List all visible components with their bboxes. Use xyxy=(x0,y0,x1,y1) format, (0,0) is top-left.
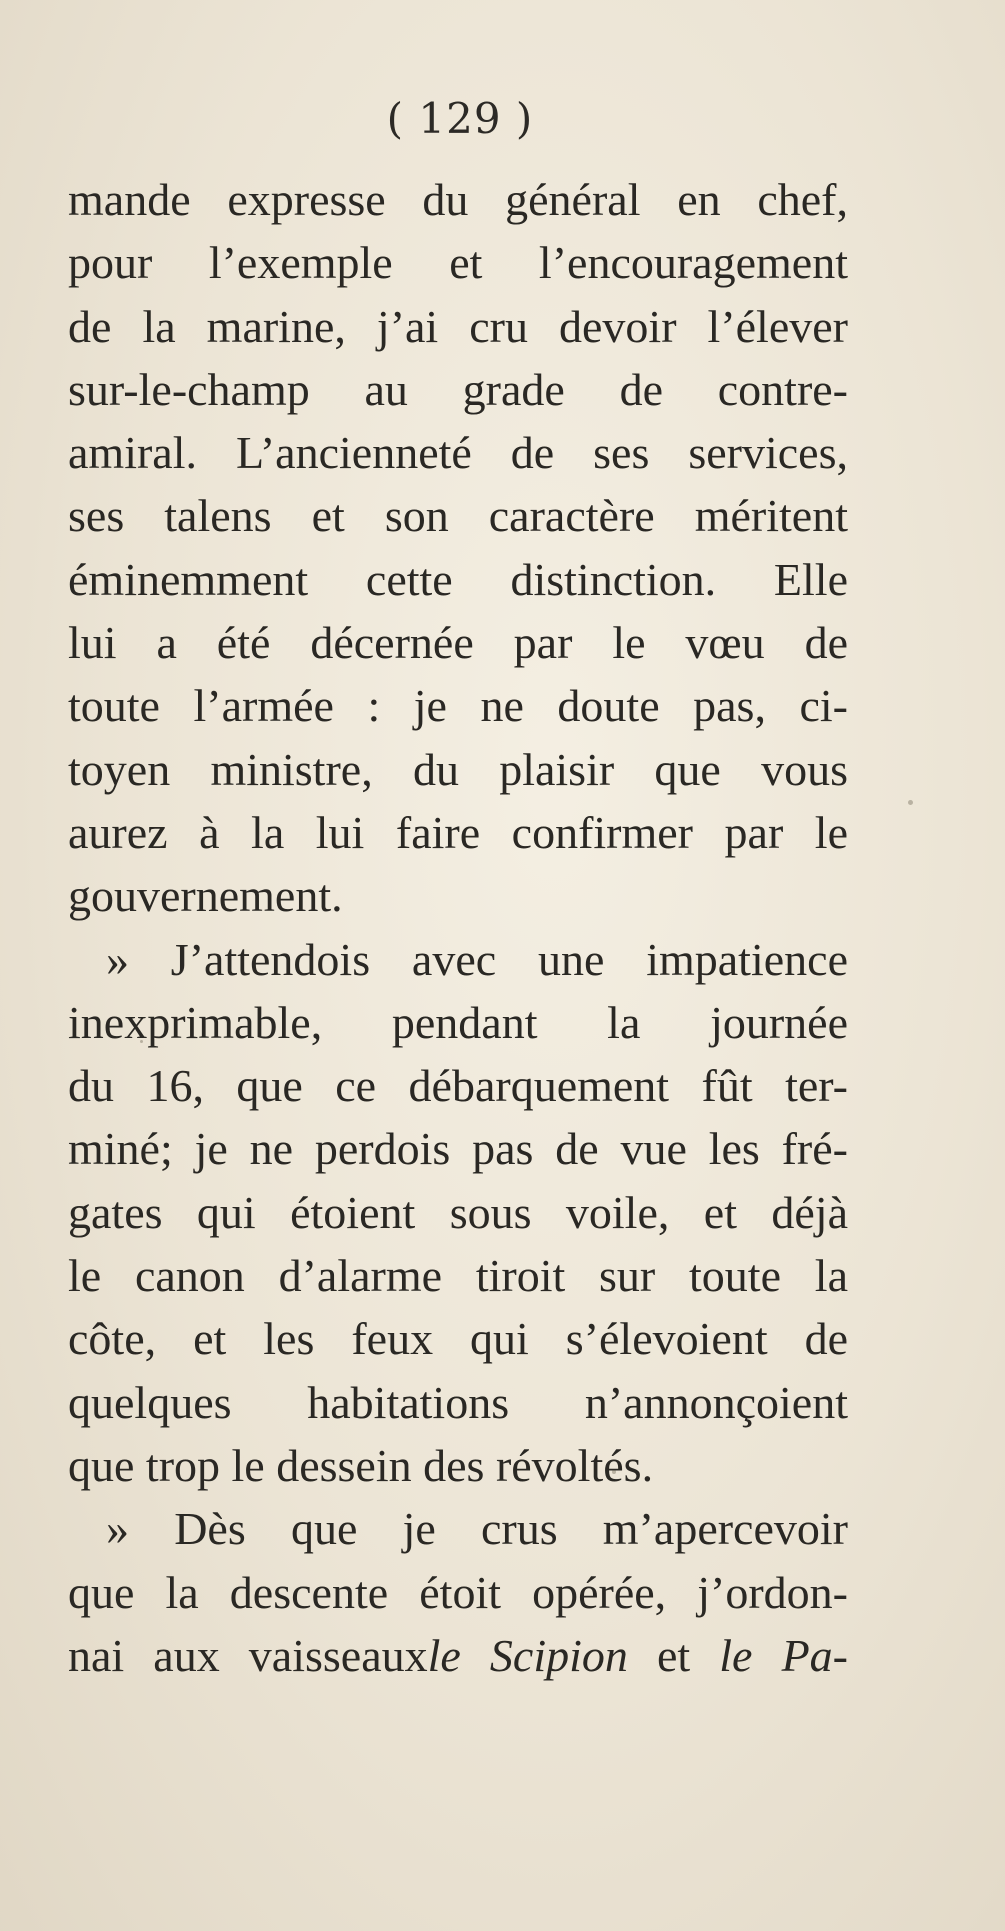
conjunction: et xyxy=(627,1629,720,1681)
text-line: de la marine, j’ai cru devoir l’élever xyxy=(68,300,848,352)
text-line: toute l’armée : je ne doute pas, ci- xyxy=(68,680,848,732)
text-line: gates qui étoient sous voile, et déjà xyxy=(68,1186,848,1238)
page-number: ( 129 ) xyxy=(386,94,534,143)
paper-speck xyxy=(612,1470,616,1474)
text-line: mande expresse du général en chef, xyxy=(68,174,848,225)
text-line: inexprimable, pendant la journée xyxy=(68,996,848,1048)
ship-name-pa: le Pa- xyxy=(719,1629,848,1681)
text-line: miné; je ne perdois pas de vue les fré- xyxy=(68,1123,848,1175)
text-line: » J’attendois avec une impatience xyxy=(106,933,848,985)
text-line: du 16, que ce débarquement fût ter- xyxy=(68,1060,848,1112)
text-line: lui a été décernée par le vœu de xyxy=(68,617,848,669)
text-line: gouvernement. xyxy=(68,870,343,922)
text-line: sur-le-champ au grade de contre- xyxy=(68,363,848,415)
text-line: amiral. L’ancienneté de ses services, xyxy=(68,427,848,479)
text-line: » Dès que je crus m’apercevoir xyxy=(106,1503,848,1555)
text-line: pour l’exemple et l’encouragement xyxy=(68,237,848,289)
paper-speck xyxy=(140,1040,143,1043)
body-text xyxy=(68,168,848,1687)
text-line xyxy=(68,1624,848,1687)
text-line: aurez à la lui faire confirmer par le xyxy=(68,806,848,858)
text-line: toyen ministre, du plaisir que vous xyxy=(68,743,848,795)
ship-name-scipion: le Scipion xyxy=(427,1629,628,1681)
text-line: éminemment cette distinction. Elle xyxy=(68,553,848,605)
text-line: côte, et les feux qui s’élevoient de xyxy=(68,1313,848,1365)
paper-speck xyxy=(908,800,913,805)
text-line: que trop le dessein des révoltés. xyxy=(68,1439,654,1491)
text-line: que la descente étoit opérée, j’ordon- xyxy=(68,1566,848,1618)
text-line: le canon d’alarme tiroit sur toute la xyxy=(68,1250,848,1302)
text-line: ses talens et son caractère méritent xyxy=(68,490,848,542)
text-line-start: nai aux vaisseaux xyxy=(68,1629,428,1681)
text-line: quelques habitations n’annonçoient xyxy=(68,1376,848,1428)
